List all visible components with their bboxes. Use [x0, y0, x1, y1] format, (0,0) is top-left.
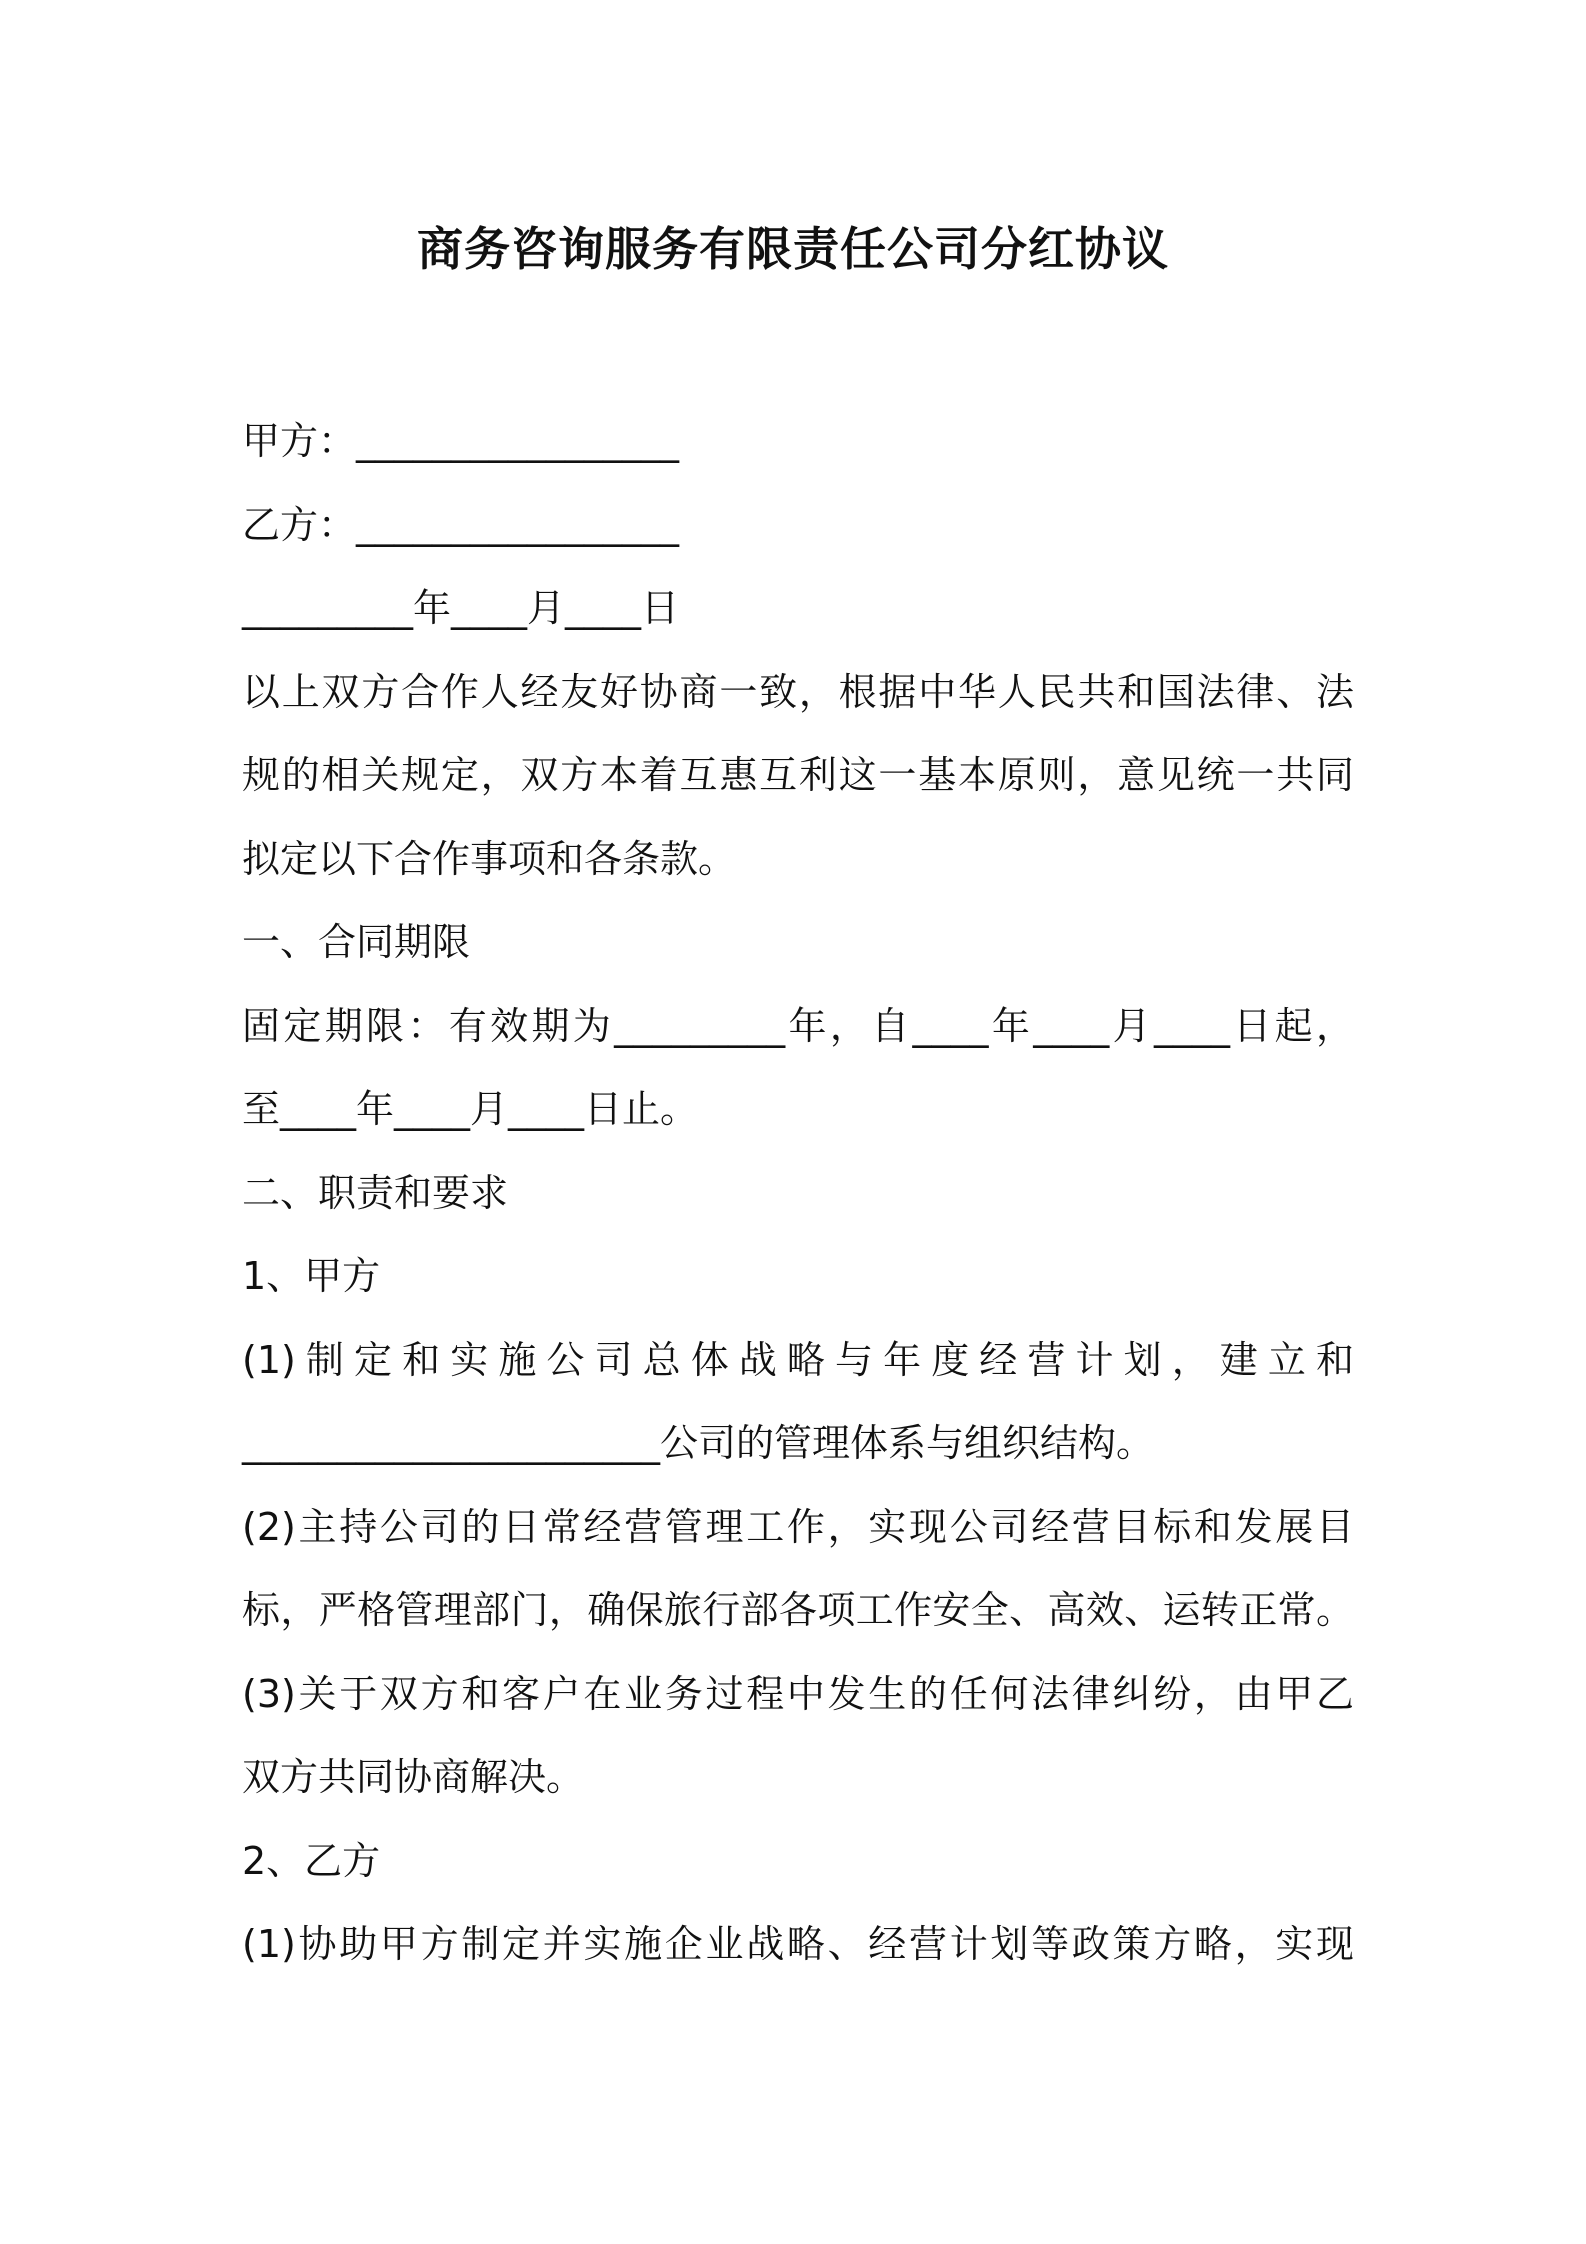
intro-line-1: 以上双方合作人经友好协商一致，根据中华人民共和国法律、法: [242, 669, 1354, 714]
subheading-party-b: 2、乙方: [242, 1838, 381, 1883]
party-a-line: 甲方：_________________: [242, 419, 680, 463]
party-a-duty-1-line-2: ______________________公司的管理体系与组织结构。: [242, 1421, 1155, 1465]
party-a-duty-3-line-1: (3)关于双方和客户在业务过程中发生的任何法律纠纷，由甲乙: [242, 1671, 1354, 1716]
party-b-duty-1-line-1: (1)协助甲方制定并实施企业战略、经营计划等政策方略，实现: [242, 1922, 1354, 1966]
document-body: [242, 400, 1354, 1987]
party-a-duty-3-line-2: 双方共同协商解决。: [242, 1755, 585, 1799]
intro-line-2: 规的相关规定，双方本着互惠互利这一基本原则，意见统一共同: [242, 753, 1354, 797]
document-title: 商务咨询服务有限责任公司分红协议: [417, 222, 1169, 276]
subheading-party-a: 1、甲方: [242, 1254, 381, 1298]
section-heading-duties: 二、职责和要求: [242, 1170, 509, 1215]
party-a-duty-1-line-1: (1)制定和实施公司总体战略与年度经营计划，建立和: [242, 1337, 1354, 1382]
party-a-duty-2-line-2: 标，严格管理部门，确保旅行部各项工作安全、高效、运转正常。: [242, 1588, 1354, 1632]
party-b-line: 乙方：_________________: [242, 502, 680, 547]
section-heading-term: 一、合同期限: [242, 920, 471, 964]
date-line: _________年____月____日: [242, 586, 680, 630]
intro-line-3: 拟定以下合作事项和各条款。: [242, 836, 737, 881]
party-a-duty-2-line-1: (2)主持公司的日常经营管理工作，实现公司经营目标和发展目: [242, 1504, 1354, 1549]
term-line-1: 固定期限：有效期为_________年，自____年____月____日起，: [242, 1003, 1354, 1048]
term-line-2: 至____年____月____日止。: [242, 1087, 699, 1131]
